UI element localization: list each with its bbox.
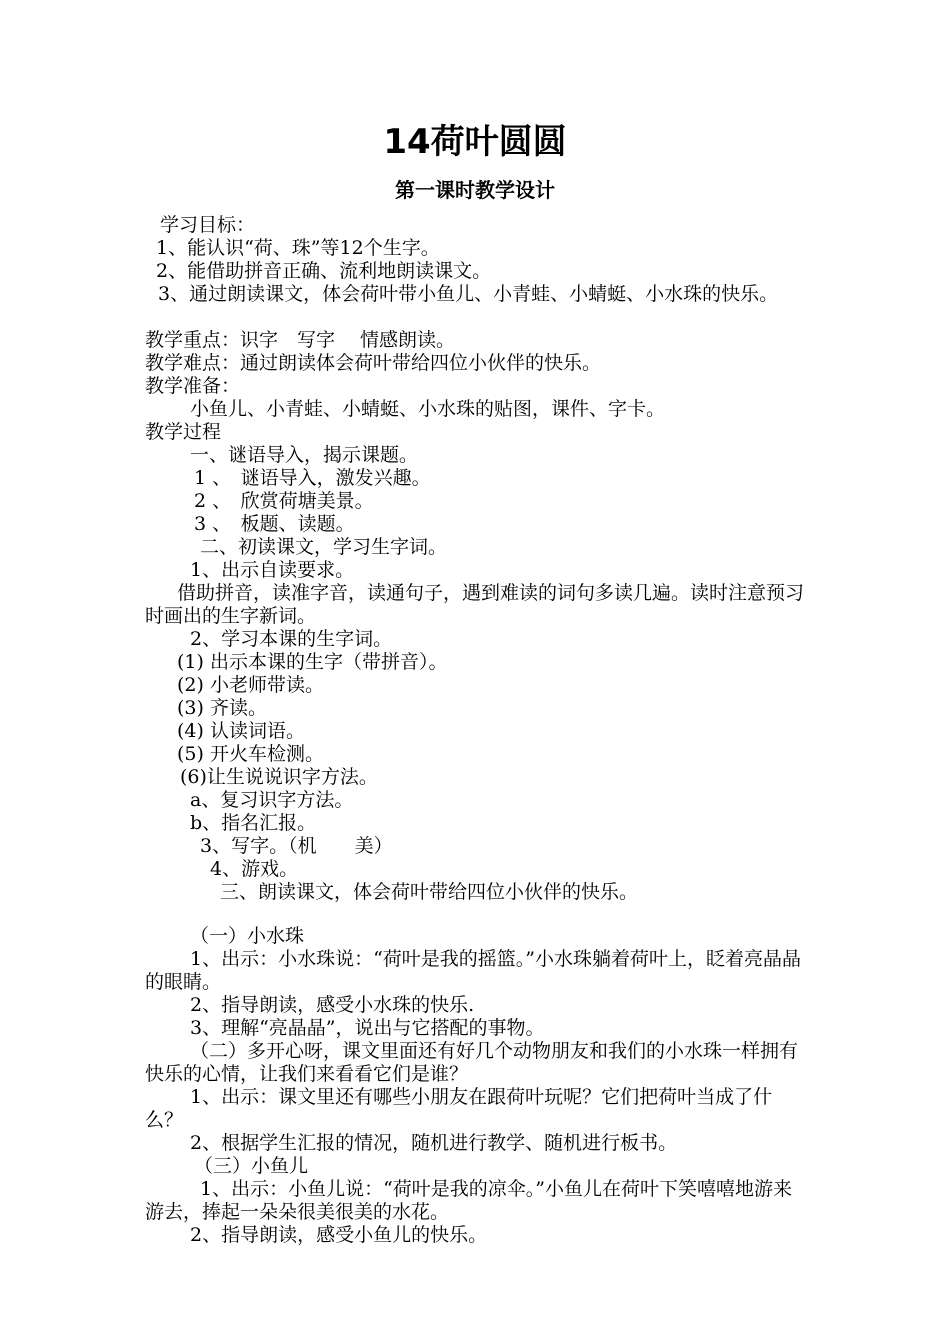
text-line: 3、理解“亮晶晶”，说出与它搭配的事物。 bbox=[190, 1017, 545, 1039]
text-line: 2、指导朗读，感受小水珠的快乐. bbox=[190, 994, 475, 1016]
text-line: 教学准备： bbox=[145, 375, 241, 397]
text-line: b、指名汇报。 bbox=[190, 812, 317, 834]
text-line: 3、写字。（机 美） bbox=[200, 835, 393, 857]
text-line: (6)让生说说识字方法。 bbox=[180, 766, 378, 788]
text-line: 小鱼儿、小青蛙、小蜻蜓、小水珠的贴图，课件、字卡。 bbox=[190, 398, 666, 420]
text-paragraph: 1、出示：小鱼儿说：“荷叶是我的凉伞。”小鱼儿在荷叶下笑嘻嘻地游来游去，捧起一朵朵很美很美的水花。 bbox=[145, 1178, 793, 1223]
text-line: 2、根据学生汇报的情况，随机进行教学、随机进行板书。 bbox=[190, 1132, 678, 1154]
text-line: 3 、 板题、读题。 bbox=[194, 513, 355, 535]
text-line: 三、朗读课文，体会荷叶带给四位小伙伴的快乐。 bbox=[220, 881, 639, 903]
text-line: （三）小鱼儿 bbox=[194, 1155, 309, 1177]
text-line: 二、初读课文，学习生字词。 bbox=[200, 536, 448, 558]
text-line: 一、谜语导入，揭示课题。 bbox=[190, 444, 419, 466]
text-paragraph: 3、通过朗读课文，体会荷叶带小鱼儿、小青蛙、小蜻蜓、小水珠的快乐。 bbox=[158, 283, 779, 305]
text-line: （一）小水珠 bbox=[190, 925, 305, 947]
text-line: (3) 齐读。 bbox=[177, 697, 267, 719]
text-line: 学习目标： bbox=[160, 214, 256, 236]
text-line: 1、出示自读要求。 bbox=[190, 559, 355, 581]
text-paragraph: 借助拼音，读准字音，读通句子，遇到难读的词句多读几遍。读时注意预习时画出的生字新词。 bbox=[145, 582, 805, 627]
text-line: 4、游戏。 bbox=[210, 858, 299, 880]
text-line: (5) 开火车检测。 bbox=[177, 743, 324, 765]
text-line: 教学过程 bbox=[145, 421, 222, 443]
text-line: 2、指导朗读，感受小鱼儿的快乐。 bbox=[190, 1224, 488, 1246]
text-paragraph: 1、出示：小水珠说：“荷叶是我的摇篮。”小水珠躺着荷叶上，眨着亮晶晶的眼睛。 bbox=[145, 948, 802, 993]
page-title: 14荷叶圆圆 bbox=[383, 122, 567, 162]
text-line: (2) 小老师带读。 bbox=[177, 674, 324, 696]
text-line: 1、能认识“荷、珠”等12个生字。 bbox=[156, 237, 440, 259]
text-line: 2、能借助拼音正确、流利地朗读课文。 bbox=[156, 260, 492, 282]
text-line: 1 、 谜语导入，激发兴趣。 bbox=[194, 467, 431, 489]
text-line: 2 、 欣赏荷塘美景。 bbox=[194, 490, 374, 512]
text-line: 教学重点：识字 写字 情感朗读。 bbox=[145, 329, 456, 351]
text-line: 教学难点：通过朗读体会荷叶带给四位小伙伴的快乐。 bbox=[145, 352, 602, 374]
text-line: (1) 出示本课的生字（带拼音）。 bbox=[177, 651, 448, 673]
text-paragraph: 1、出示：课文里还有哪些小朋友在跟荷叶玩呢？它们把荷叶当成了什么？ bbox=[145, 1086, 773, 1131]
text-line: (4) 认读词语。 bbox=[177, 720, 305, 742]
text-line: a、复习识字方法。 bbox=[190, 789, 354, 811]
text-paragraph: （二）多开心呀，课文里面还有好几个动物朋友和我们的小水珠一样拥有快乐的心情，让我们来看看它们是谁？ bbox=[145, 1040, 799, 1085]
page-subtitle: 第一课时教学设计 bbox=[395, 178, 555, 202]
text-line: 2、学习本课的生字词。 bbox=[190, 628, 393, 650]
